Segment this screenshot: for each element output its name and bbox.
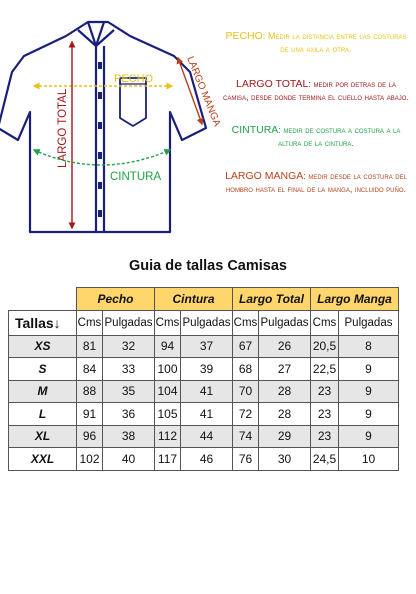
shirt-outline — [0, 22, 206, 232]
largo-total-description-text: : medir por detras de la camisa, desde donde termina el cuello hasta abajo. — [223, 79, 409, 102]
table-cell: 112 — [155, 425, 181, 448]
table-cell: 27 — [259, 358, 311, 381]
size-column-header-label: Tallas — [15, 314, 54, 331]
table-cell: 40 — [103, 448, 155, 471]
table-cell: 105 — [155, 403, 181, 426]
table-cell: 41 — [181, 380, 233, 403]
table-cell: 44 — [181, 425, 233, 448]
arrow-down-icon: ↓ — [53, 314, 61, 331]
largo-manga-label: LARGO MANGA — [184, 55, 223, 129]
table-cell: 70 — [233, 380, 259, 403]
table-cell: 102 — [77, 448, 103, 471]
unit-header-pulgadas: Pulgadas — [181, 310, 233, 335]
table-cell: 41 — [181, 403, 233, 426]
cintura-description — [222, 124, 410, 149]
table-cell: 28 — [259, 380, 311, 403]
table-cell: 36 — [103, 403, 155, 426]
cintura-description-text: : medir de costura a costura a la altura de la cintura. — [278, 125, 401, 148]
unit-header-cms: Cms — [155, 310, 181, 335]
shirt-buttons — [98, 62, 102, 217]
pecho-label: PECHO — [114, 73, 154, 85]
group-header-largo-total: Largo Total — [233, 288, 311, 311]
table-cell: 38 — [103, 425, 155, 448]
table-cell: 29 — [259, 425, 311, 448]
cintura-description-key: CINTURA — [231, 124, 279, 136]
table-cell: 81 — [77, 335, 103, 358]
largo-total-description-key: LARGO TOTAL — [235, 78, 309, 90]
table-row — [9, 335, 399, 358]
size-label: L — [9, 403, 77, 426]
pecho-description — [222, 30, 410, 55]
table-cell: 91 — [77, 403, 103, 426]
largo-total-description — [222, 78, 410, 103]
table-cell: 23 — [311, 403, 339, 426]
group-header-pecho: Pecho — [77, 288, 155, 311]
group-header-largo-manga: Largo Manga — [311, 288, 399, 311]
table-cell: 10 — [339, 448, 399, 471]
size-label: XXL — [9, 448, 77, 471]
table-cell: 33 — [103, 358, 155, 381]
unit-header-cms: Cms — [233, 310, 259, 335]
cintura-label: CINTURA — [110, 171, 162, 183]
table-cell: 76 — [233, 448, 259, 471]
table-cell: 46 — [181, 448, 233, 471]
table-cell: 94 — [155, 335, 181, 358]
table-cell: 9 — [339, 425, 399, 448]
table-cell: 28 — [259, 403, 311, 426]
table-cell: 67 — [233, 335, 259, 358]
pecho-description-key: PECHO — [225, 30, 263, 42]
table-cell: 30 — [259, 448, 311, 471]
table-cell: 88 — [77, 380, 103, 403]
largo-manga-description-key: LARGO MANGA — [225, 170, 304, 182]
table-cell: 26 — [259, 335, 311, 358]
group-header-cintura: Cintura — [155, 288, 233, 311]
pecho-description-text: : Medir la distancia entre las costuras de una axila a otra. — [262, 31, 407, 54]
table-cell: 104 — [155, 380, 181, 403]
table-cell: 9 — [339, 403, 399, 426]
table-row — [9, 380, 399, 403]
table-cell: 9 — [339, 358, 399, 381]
table-row — [9, 425, 399, 448]
table-cell: 24,5 — [311, 448, 339, 471]
size-table — [8, 287, 399, 471]
table-cell: 35 — [103, 380, 155, 403]
size-label: XS — [9, 335, 77, 358]
table-row — [9, 403, 399, 426]
unit-header-cms: Cms — [311, 310, 339, 335]
table-cell: 32 — [103, 335, 155, 358]
largo-manga-description-text: : medir desde la costura del hombro hasta el final de la manga, incluido puño. — [225, 171, 407, 194]
size-guide-title: Guia de tallas Camisas — [129, 258, 287, 274]
table-cell: 39 — [181, 358, 233, 381]
table-cell: 8 — [339, 335, 399, 358]
size-label: XL — [9, 425, 77, 448]
table-cell: 68 — [233, 358, 259, 381]
table-cell: 74 — [233, 425, 259, 448]
largo-total-label: LARGO TOTAL — [57, 88, 69, 168]
unit-header-pulgadas: Pulgadas — [259, 310, 311, 335]
size-label: M — [9, 380, 77, 403]
unit-header-pulgadas: Pulgadas — [339, 310, 399, 335]
size-column-header — [9, 310, 77, 335]
table-cell: 23 — [311, 380, 339, 403]
table-cell: 22,5 — [311, 358, 339, 381]
table-row — [9, 358, 399, 381]
unit-header-cms: Cms — [77, 310, 103, 335]
table-cell: 117 — [155, 448, 181, 471]
table-cell: 100 — [155, 358, 181, 381]
largo-manga-description — [222, 170, 410, 195]
table-cell: 72 — [233, 403, 259, 426]
table-row — [9, 448, 399, 471]
table-cell: 20,5 — [311, 335, 339, 358]
unit-header-pulgadas: Pulgadas — [103, 310, 155, 335]
table-cell: 37 — [181, 335, 233, 358]
table-cell: 84 — [77, 358, 103, 381]
size-label: S — [9, 358, 77, 381]
table-cell: 23 — [311, 425, 339, 448]
empty-corner-cell — [9, 288, 77, 311]
table-cell: 96 — [77, 425, 103, 448]
table-cell: 9 — [339, 380, 399, 403]
